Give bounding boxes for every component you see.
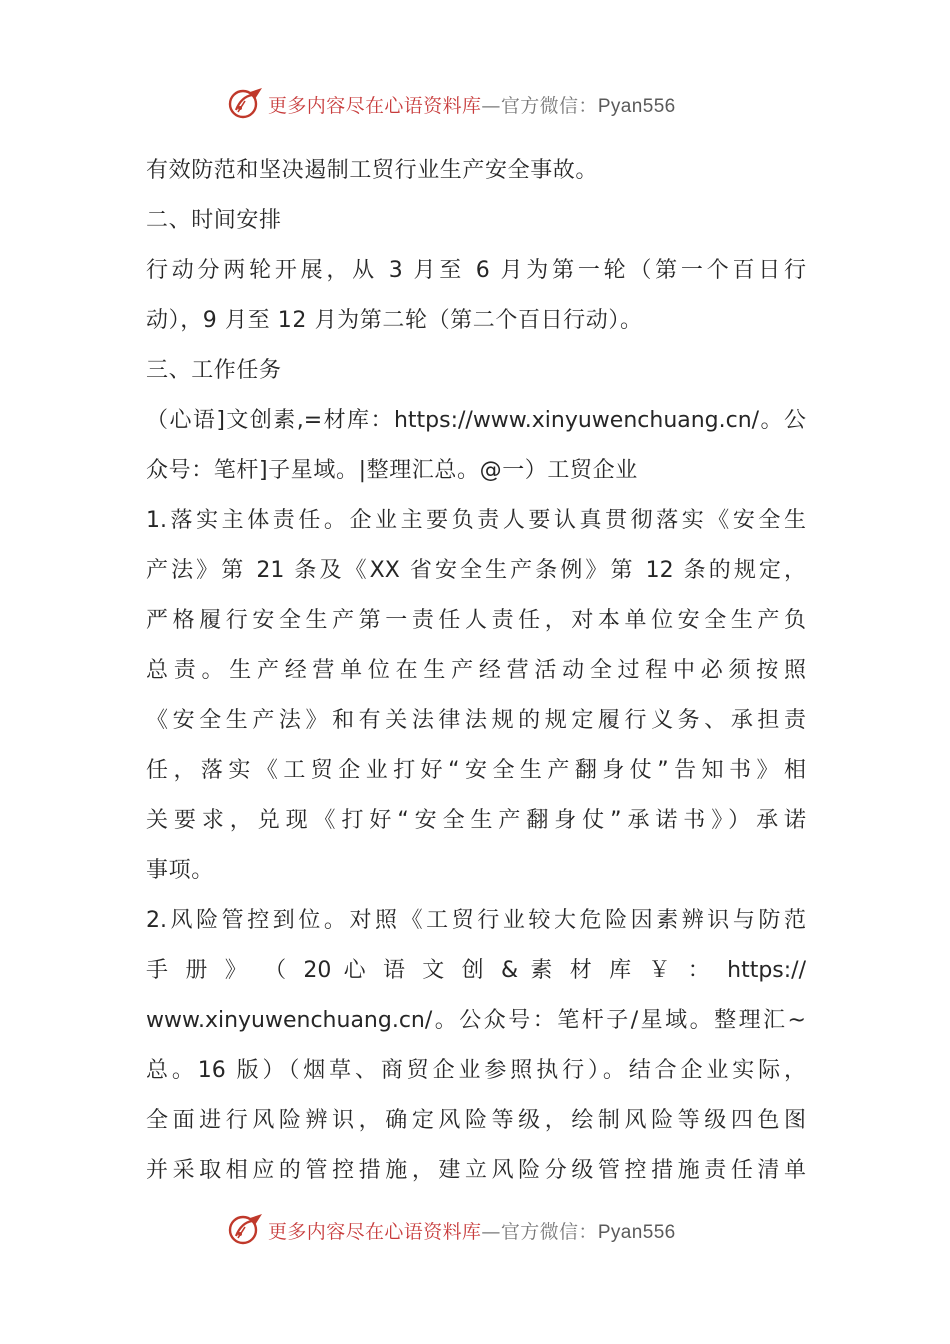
pen-logo-icon: [228, 1212, 264, 1248]
text-line: 关要求，兑现《打好“安全生产翻身仗”承诺书》）承诺: [146, 808, 806, 833]
banner-sub-text: 官方微信：: [500, 1220, 598, 1243]
document-body: [146, 146, 806, 1196]
text-line: 有效防范和坚决遏制工贸行业生产安全事故。: [146, 158, 599, 183]
header-watermark-banner: [228, 84, 748, 124]
text-line: 产法》第 21 条及《XX 省安全生产条例》第 12 条的规定，: [146, 558, 806, 583]
text-line: 行动分两轮开展，从 3 月至 6 月为第一轮（第一个百日行: [146, 258, 806, 283]
section-heading: 二、时间安排: [146, 208, 282, 233]
text-line: 事项。: [146, 858, 214, 883]
text-line: 2.风险管控到位。对照《工贸行业较大危险因素辨识与防范: [146, 908, 806, 933]
text-line: （心语]文创素,=材库：https://www.xinyuwenchuang.cn/。公: [146, 408, 806, 433]
text-line: 全面进行风险辨识，确定风险等级，绘制风险等级四色图: [146, 1108, 806, 1133]
banner-dash: —: [481, 94, 501, 117]
text-line: 动），9 月至 12 月为第二轮（第二个百日行动）。: [146, 308, 643, 333]
text-line: 任，落实《工贸企业打好“安全生产翻身仗”告知书》相: [146, 758, 806, 783]
text-line: 总责。生产经营单位在生产经营活动全过程中必须按照: [146, 658, 806, 683]
banner-brand-text: 更多内容尽在心语资料库: [268, 94, 482, 117]
banner-brand-text: 更多内容尽在心语资料库: [268, 1220, 482, 1243]
banner-wechat-id: Pyan556: [597, 1221, 676, 1243]
footer-watermark-banner: [228, 1210, 748, 1250]
text-line: 严格履行安全生产第一责任人责任，对本单位安全生产负: [146, 608, 806, 633]
text-line: 1.落实主体责任。企业主要负责人要认真贯彻落实《安全生: [146, 508, 806, 533]
section-heading: 三、工作任务: [146, 358, 282, 383]
text-line: 《安全生产法》和有关法律法规的规定履行义务、承担责: [146, 708, 806, 733]
banner-sub-text: 官方微信：: [500, 94, 598, 117]
text-line: 并采取相应的管控措施，建立风险分级管控措施责任清单: [146, 1158, 806, 1183]
text-line: 总。16 版）（烟草、商贸企业参照执行）。结合企业实际，: [146, 1058, 806, 1083]
pen-logo-icon: [228, 86, 264, 122]
text-line: 手 册 》 （ 20 心 语 文 创 & 素 材 库 ￥ ： https://: [146, 958, 806, 983]
text-line: 众号：笔杆]子星域。|整理汇总。@一）工贸企业: [146, 458, 638, 483]
banner-wechat-id: Pyan556: [597, 95, 676, 117]
text-line: www.xinyuwenchuang.cn/。公众号：笔杆子/星域。整理汇~: [146, 1008, 806, 1033]
banner-dash: —: [481, 1220, 501, 1243]
